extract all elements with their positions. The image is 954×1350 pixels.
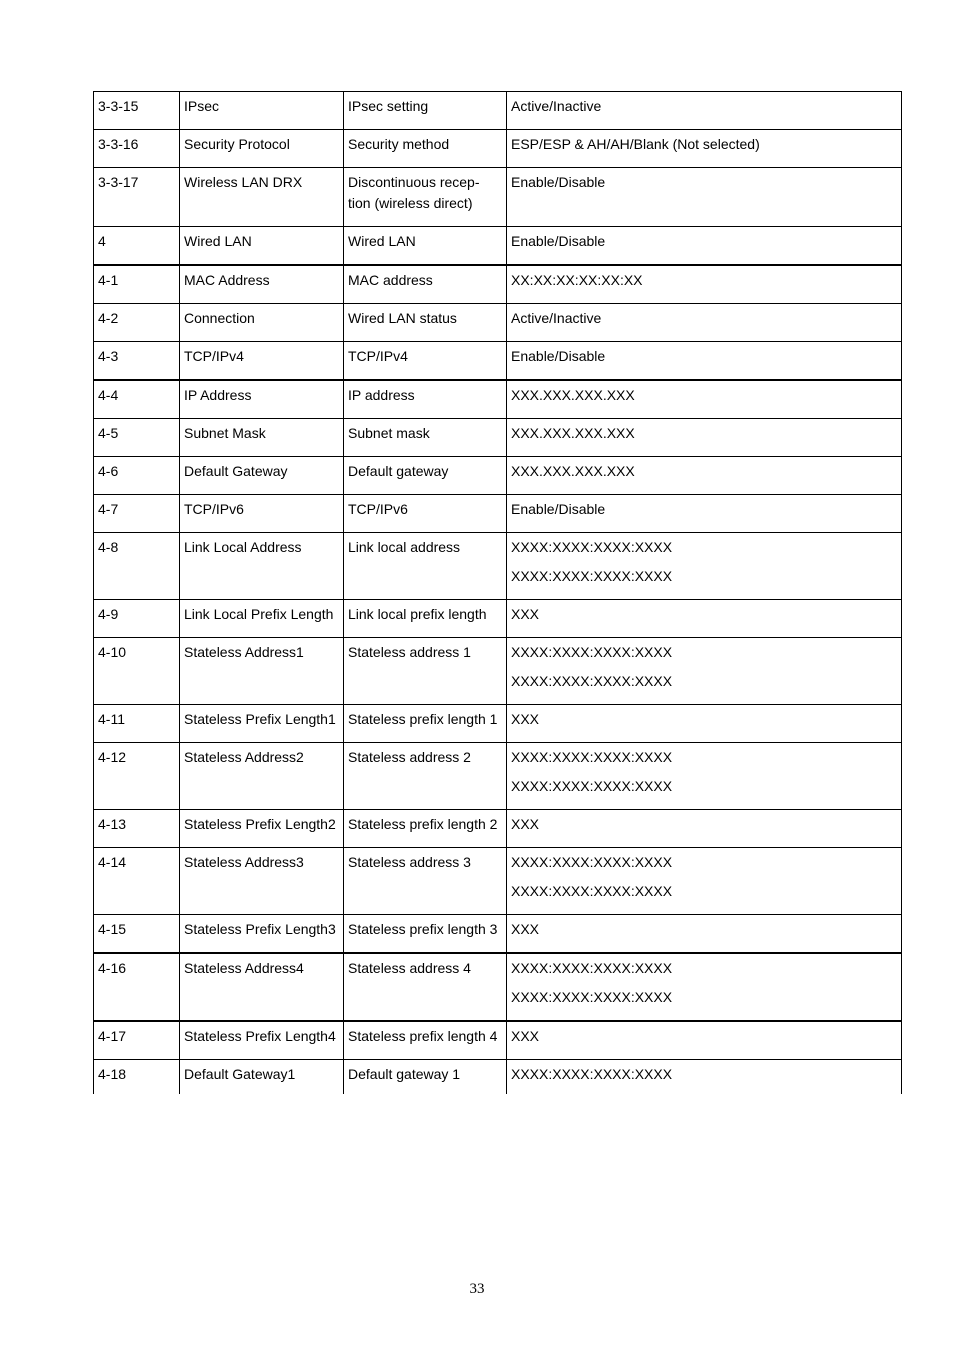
- setting-description-cell: Default gateway: [344, 457, 507, 495]
- setting-value-line: XX:XX:XX:XX:XX:XX: [511, 272, 643, 288]
- setting-item-cell: IP Address: [180, 380, 344, 419]
- setting-value-cell: [507, 533, 902, 600]
- table-row: [94, 915, 902, 954]
- setting-number-cell: 4-17: [94, 1021, 180, 1060]
- setting-description-cell: Link local prefix length: [344, 600, 507, 638]
- setting-value-line: XXXX:XXXX:XXXX:XXXX: [511, 854, 673, 870]
- setting-item-cell: Stateless Address1: [180, 638, 344, 705]
- setting-description-cell: Link local address: [344, 533, 507, 600]
- table-row: [94, 130, 902, 168]
- table-row: [94, 848, 902, 915]
- setting-value-line: XXXX:XXXX:XXXX:XXXX: [511, 539, 673, 555]
- setting-value-cell: [507, 848, 902, 915]
- setting-item-cell: Link Local Prefix Length: [180, 600, 344, 638]
- table-row: [94, 304, 902, 342]
- setting-value-line: Enable/Disable: [511, 233, 606, 249]
- setting-value-line: XXX: [511, 606, 540, 622]
- setting-item-cell: Stateless Address3: [180, 848, 344, 915]
- setting-item-cell: Subnet Mask: [180, 419, 344, 457]
- setting-description-cell: Stateless address 1: [344, 638, 507, 705]
- setting-item-cell: Link Local Address: [180, 533, 344, 600]
- setting-item-cell: Stateless Address4: [180, 953, 344, 1021]
- table-row: [94, 265, 902, 304]
- setting-value-line: XXXX:XXXX:XXXX:XXXX: [511, 673, 673, 689]
- setting-value-cell: [507, 705, 902, 743]
- setting-number-cell: 4-15: [94, 915, 180, 954]
- setting-value-line: XXXX:XXXX:XXXX:XXXX: [511, 883, 673, 899]
- setting-number-cell: 3-3-16: [94, 130, 180, 168]
- setting-description-cell: Stateless prefix length 1: [344, 705, 507, 743]
- table-row: [94, 705, 902, 743]
- setting-item-cell: Stateless Prefix Length2: [180, 810, 344, 848]
- setting-item-cell: Wireless LAN DRX: [180, 168, 344, 227]
- setting-value-cell: [507, 600, 902, 638]
- setting-value-cell: [507, 419, 902, 457]
- setting-value-cell: [507, 495, 902, 533]
- setting-number-cell: 4-1: [94, 265, 180, 304]
- setting-number-cell: 4-10: [94, 638, 180, 705]
- setting-description-cell: Wired LAN: [344, 227, 507, 266]
- setting-value-cell: [507, 1060, 902, 1095]
- setting-item-cell: TCP/IPv6: [180, 495, 344, 533]
- setting-value-line: XXXX:XXXX:XXXX:XXXX: [511, 960, 673, 976]
- setting-description-cell: TCP/IPv6: [344, 495, 507, 533]
- setting-description-cell: IP address: [344, 380, 507, 419]
- setting-number-cell: 4-3: [94, 342, 180, 381]
- table-row: [94, 638, 902, 705]
- setting-number-cell: 4-2: [94, 304, 180, 342]
- table-row: [94, 227, 902, 266]
- setting-item-cell: Connection: [180, 304, 344, 342]
- setting-description-cell: Default gateway 1: [344, 1060, 507, 1095]
- table-row: [94, 168, 902, 227]
- setting-value-line: XXX.XXX.XXX.XXX: [511, 425, 635, 441]
- table-row: [94, 419, 902, 457]
- setting-value-cell: [507, 304, 902, 342]
- setting-number-cell: 4-5: [94, 419, 180, 457]
- setting-number-cell: 4-13: [94, 810, 180, 848]
- setting-description-cell: Stateless prefix length 3: [344, 915, 507, 954]
- setting-value-cell: [507, 265, 902, 304]
- setting-value-cell: [507, 1021, 902, 1060]
- setting-value-cell: [507, 92, 902, 130]
- table-row: [94, 457, 902, 495]
- setting-description-cell: Wired LAN status: [344, 304, 507, 342]
- setting-description-cell: Security method: [344, 130, 507, 168]
- setting-value-cell: [507, 743, 902, 810]
- setting-value-cell: [507, 457, 902, 495]
- setting-number-cell: 4-11: [94, 705, 180, 743]
- setting-value-cell: [507, 342, 902, 381]
- setting-description-cell: TCP/IPv4: [344, 342, 507, 381]
- table-row: [94, 953, 902, 1021]
- setting-item-cell: Wired LAN: [180, 227, 344, 266]
- setting-item-cell: Default Gateway: [180, 457, 344, 495]
- setting-value-cell: [507, 130, 902, 168]
- table-row: [94, 600, 902, 638]
- page-number: 33: [469, 1281, 485, 1297]
- setting-number-cell: 4-14: [94, 848, 180, 915]
- setting-value-line: XXXX:XXXX:XXXX:XXXX: [511, 778, 673, 794]
- setting-item-cell: Stateless Prefix Length1: [180, 705, 344, 743]
- table-row: [94, 1060, 902, 1095]
- setting-value-line: XXXX:XXXX:XXXX:XXXX: [511, 1066, 673, 1082]
- table-row: [94, 380, 902, 419]
- setting-number-cell: 4-18: [94, 1060, 180, 1095]
- table-row: [94, 495, 902, 533]
- setting-number-cell: 3-3-15: [94, 92, 180, 130]
- setting-value-line: XXXX:XXXX:XXXX:XXXX: [511, 644, 673, 660]
- settings-table: [93, 91, 902, 1094]
- setting-description-cell: Stateless prefix length 2: [344, 810, 507, 848]
- table-row: [94, 533, 902, 600]
- setting-item-cell: IPsec: [180, 92, 344, 130]
- setting-value-cell: [507, 380, 902, 419]
- setting-item-cell: Stateless Prefix Length4: [180, 1021, 344, 1060]
- setting-description-cell: Stateless address 2: [344, 743, 507, 810]
- setting-item-cell: Default Gateway1: [180, 1060, 344, 1095]
- table-row: [94, 743, 902, 810]
- setting-description-cell: Stateless address 3: [344, 848, 507, 915]
- setting-value-line: Enable/Disable: [511, 348, 606, 364]
- setting-item-cell: Security Protocol: [180, 130, 344, 168]
- setting-value-line: XXX: [511, 816, 540, 832]
- setting-value-cell: [507, 227, 902, 266]
- setting-number-cell: 4-12: [94, 743, 180, 810]
- setting-value-line: ESP/ESP & AH/AH/Blank (Not selected): [511, 136, 760, 152]
- table-row: [94, 342, 902, 381]
- setting-value-line: XXX: [511, 711, 540, 727]
- setting-item-cell: Stateless Address2: [180, 743, 344, 810]
- table-row: [94, 810, 902, 848]
- setting-number-cell: 4-7: [94, 495, 180, 533]
- setting-value-line: XXX: [511, 1028, 540, 1044]
- settings-table-body: [94, 92, 902, 1095]
- setting-item-cell: MAC Address: [180, 265, 344, 304]
- setting-description-cell: Subnet mask: [344, 419, 507, 457]
- setting-item-cell: TCP/IPv4: [180, 342, 344, 381]
- setting-number-cell: 4-9: [94, 600, 180, 638]
- setting-value-line: XXX.XXX.XXX.XXX: [511, 387, 635, 403]
- setting-value-line: XXXX:XXXX:XXXX:XXXX: [511, 568, 673, 584]
- setting-description-cell: Discontinuous recep-tion (wireless direct): [344, 168, 507, 227]
- setting-description-cell: IPsec setting: [344, 92, 507, 130]
- setting-value-cell: [507, 810, 902, 848]
- setting-description-cell: Stateless address 4: [344, 953, 507, 1021]
- setting-value-cell: [507, 168, 902, 227]
- setting-number-cell: 3-3-17: [94, 168, 180, 227]
- setting-number-cell: 4-4: [94, 380, 180, 419]
- setting-description-cell: MAC address: [344, 265, 507, 304]
- setting-value-line: XXX: [511, 921, 540, 937]
- setting-value-line: XXX.XXX.XXX.XXX: [511, 463, 635, 479]
- setting-value-cell: [507, 638, 902, 705]
- setting-value-line: Enable/Disable: [511, 174, 606, 190]
- setting-number-cell: 4: [94, 227, 180, 266]
- setting-item-cell: Stateless Prefix Length3: [180, 915, 344, 954]
- setting-value-cell: [507, 953, 902, 1021]
- setting-value-cell: [507, 915, 902, 954]
- setting-description-cell: Stateless prefix length 4: [344, 1021, 507, 1060]
- table-row: [94, 92, 902, 130]
- setting-value-line: XXXX:XXXX:XXXX:XXXX: [511, 749, 673, 765]
- setting-number-cell: 4-6: [94, 457, 180, 495]
- table-row: [94, 1021, 902, 1060]
- setting-number-cell: 4-16: [94, 953, 180, 1021]
- setting-value-line: Enable/Disable: [511, 501, 606, 517]
- setting-value-line: Active/Inactive: [511, 98, 602, 114]
- setting-value-line: Active/Inactive: [511, 310, 602, 326]
- setting-value-line: XXXX:XXXX:XXXX:XXXX: [511, 989, 673, 1005]
- setting-number-cell: 4-8: [94, 533, 180, 600]
